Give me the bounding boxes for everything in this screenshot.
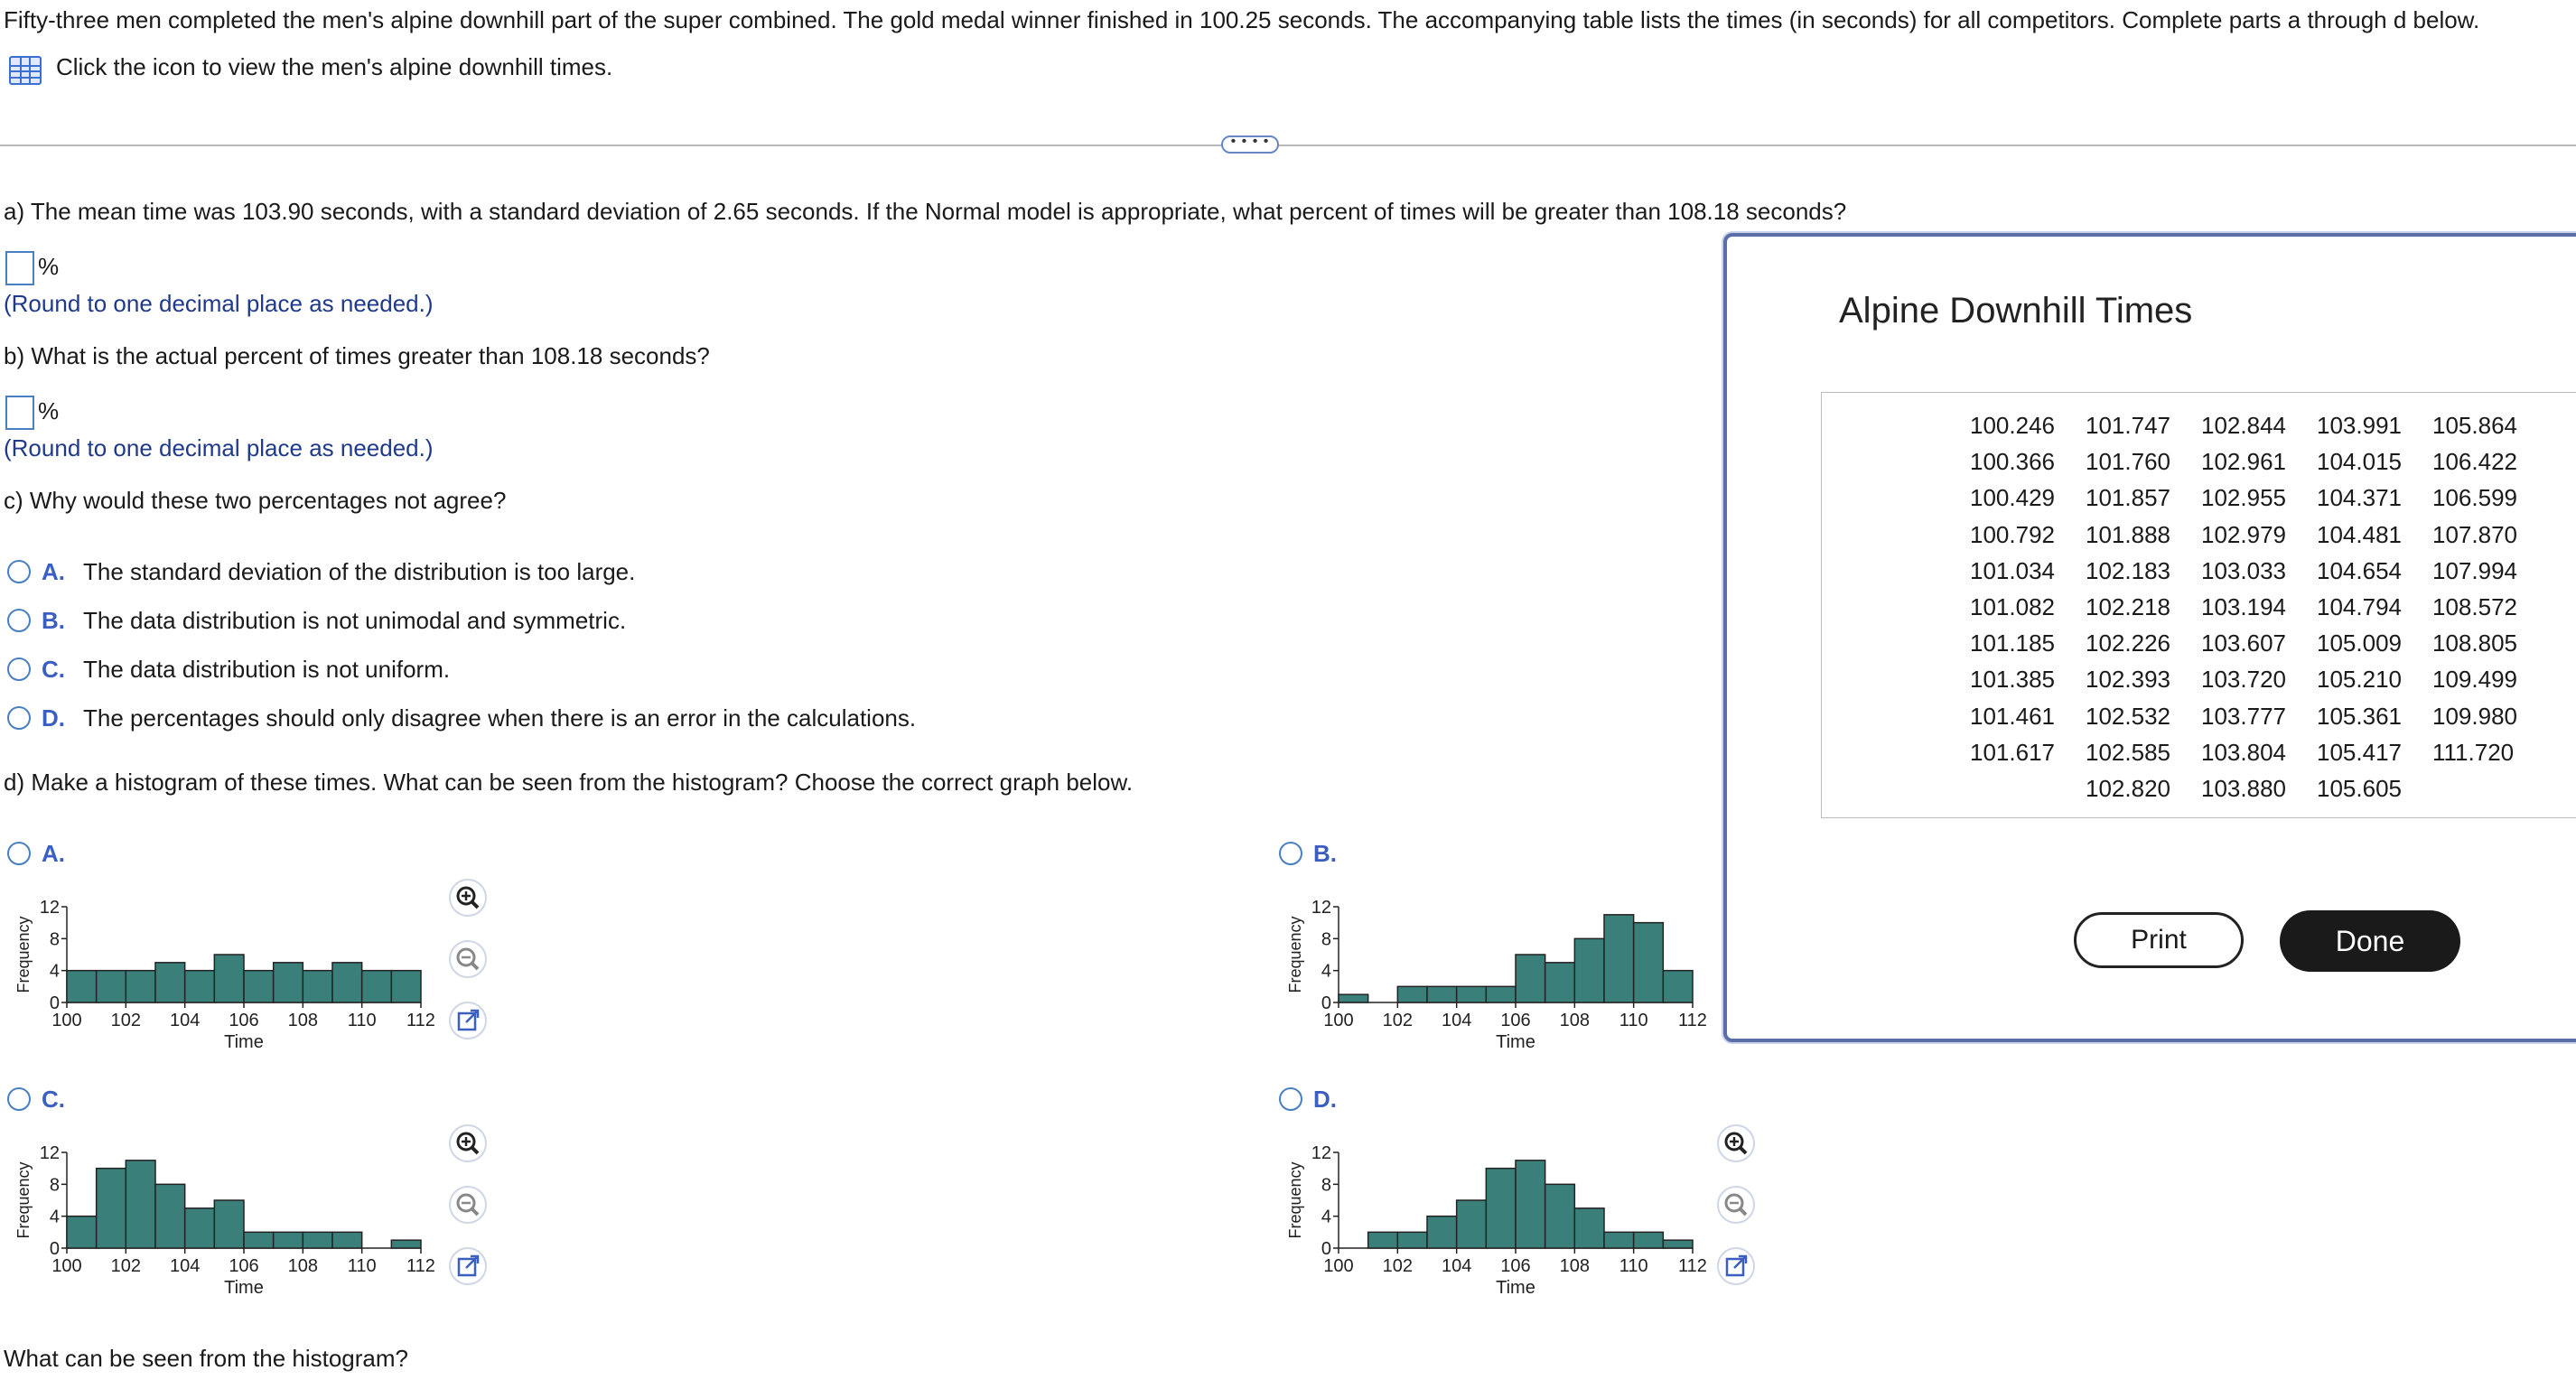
x-tick-label: 102 bbox=[1382, 1256, 1414, 1276]
y-tick-label: 12 bbox=[1311, 898, 1331, 918]
histogram-bar bbox=[1516, 1161, 1545, 1248]
hist-option-a-radio[interactable] bbox=[7, 842, 31, 865]
part-d-question: d) Make a histogram of these times. What can be seen from the histogram? Choose the correct graph below. bbox=[4, 769, 1134, 796]
histogram-bar bbox=[274, 1232, 303, 1248]
x-tick-label: 100 bbox=[51, 1256, 82, 1276]
histogram-bar bbox=[1397, 1232, 1427, 1248]
data-cell: 103.033 bbox=[2201, 556, 2286, 584]
data-cell: 109.499 bbox=[2432, 666, 2517, 694]
hist-option-b-radio[interactable] bbox=[1279, 842, 1302, 865]
data-cell: 100.366 bbox=[1970, 448, 2055, 476]
modal-title: Alpine Downhill Times bbox=[1839, 291, 2193, 331]
data-cell: 102.183 bbox=[2086, 556, 2170, 584]
y-axis-label: Frequency bbox=[14, 1161, 33, 1239]
histogram-bar bbox=[1457, 986, 1487, 1002]
histogram-bar bbox=[97, 971, 126, 1002]
hist-option-a-letter: A. bbox=[42, 840, 65, 867]
data-cell: 100.429 bbox=[1970, 484, 2055, 512]
histogram-bar bbox=[155, 1184, 185, 1248]
data-cell: 111.720 bbox=[2432, 738, 2515, 766]
histogram-c bbox=[9, 1140, 443, 1293]
data-cell: 101.857 bbox=[2086, 484, 2170, 512]
y-tick-label: 0 bbox=[1321, 1239, 1331, 1259]
data-cell: 101.461 bbox=[1970, 702, 2055, 730]
part-c-option-b-radio[interactable] bbox=[7, 609, 31, 632]
histogram-bar bbox=[1397, 986, 1427, 1002]
x-axis-label: Time bbox=[1496, 1032, 1535, 1048]
histogram-bar bbox=[97, 1169, 126, 1248]
x-tick-label: 104 bbox=[1441, 1256, 1472, 1276]
part-c-question: c) Why would these two percentages not agree? bbox=[4, 487, 507, 514]
data-cell: 106.422 bbox=[2432, 448, 2517, 476]
x-tick-label: 102 bbox=[110, 1011, 142, 1030]
x-tick-label: 112 bbox=[406, 1011, 435, 1030]
hist-option-d-radio[interactable] bbox=[1279, 1087, 1302, 1111]
data-cell: 104.654 bbox=[2317, 556, 2402, 584]
histogram-a bbox=[9, 894, 443, 1048]
y-tick-label: 4 bbox=[49, 1207, 60, 1227]
x-tick-label: 110 bbox=[1619, 1011, 1648, 1030]
part-b-unit: % bbox=[38, 397, 60, 424]
x-tick-label: 106 bbox=[1500, 1011, 1531, 1030]
part-a-question: a) The mean time was 103.90 seconds, with a standard deviation of 2.65 seconds. If the Normal model is appropriate, what percent of times will be greater than 108.18 seconds? bbox=[4, 198, 1847, 225]
x-tick-label: 100 bbox=[51, 1011, 82, 1030]
x-axis-label: Time bbox=[1496, 1278, 1535, 1293]
part-b-question: b) What is the actual percent of times greater than 108.18 seconds? bbox=[4, 342, 710, 369]
x-tick-label: 106 bbox=[1500, 1256, 1531, 1276]
part-c-option-b-text: The data distribution is not unimodal and symmetric. bbox=[83, 607, 627, 634]
histogram-bar bbox=[1427, 986, 1457, 1002]
x-tick-label: 104 bbox=[169, 1011, 201, 1030]
histogram-bar bbox=[126, 971, 155, 1002]
x-tick-label: 108 bbox=[287, 1011, 319, 1030]
x-axis-label: Time bbox=[224, 1278, 264, 1293]
hist-option-c-letter: C. bbox=[42, 1086, 65, 1113]
x-tick-label: 110 bbox=[347, 1011, 377, 1030]
histogram-bar bbox=[1604, 915, 1634, 1002]
histogram-bar bbox=[303, 1232, 332, 1248]
data-cell: 102.961 bbox=[2201, 448, 2286, 476]
data-cell: 102.393 bbox=[2086, 666, 2170, 694]
histogram-bar bbox=[155, 963, 185, 1002]
data-cell: 107.994 bbox=[2432, 556, 2517, 584]
data-cell: 105.009 bbox=[2317, 629, 2402, 657]
data-cell: 100.792 bbox=[1970, 520, 2055, 548]
histogram-bar bbox=[67, 1217, 97, 1248]
data-column-2 bbox=[2086, 407, 2170, 806]
data-cell: 102.820 bbox=[2086, 774, 2170, 802]
data-cell: 101.082 bbox=[1970, 592, 2055, 620]
hist-option-b-letter: B. bbox=[1313, 840, 1337, 867]
x-tick-label: 102 bbox=[1382, 1011, 1414, 1030]
data-column-4 bbox=[2317, 407, 2402, 806]
histogram-bar bbox=[1604, 1232, 1634, 1248]
part-c-option-c-radio[interactable] bbox=[7, 657, 31, 681]
histogram-b bbox=[1281, 894, 1714, 1048]
popout-icon[interactable] bbox=[1716, 1246, 1756, 1286]
y-tick-label: 4 bbox=[1321, 961, 1331, 982]
y-tick-label: 4 bbox=[49, 961, 60, 982]
histogram-bar bbox=[244, 1232, 274, 1248]
x-tick-label: 102 bbox=[110, 1256, 142, 1276]
data-cell: 101.034 bbox=[1970, 556, 2055, 584]
zoom-out-icon[interactable] bbox=[448, 1185, 488, 1225]
histogram-bar bbox=[391, 1240, 421, 1248]
data-cell: 107.870 bbox=[2432, 520, 2517, 548]
data-cell: 102.226 bbox=[2086, 629, 2170, 657]
histogram-bar bbox=[274, 963, 303, 1002]
zoom-in-icon[interactable] bbox=[1716, 1123, 1756, 1163]
data-cell: 104.371 bbox=[2317, 484, 2402, 512]
data-cell: 101.185 bbox=[1970, 629, 2055, 657]
data-cell: 100.246 bbox=[1970, 412, 2055, 439]
data-cell: 105.417 bbox=[2317, 738, 2402, 766]
part-b-hint: (Round to one decimal place as needed.) bbox=[4, 434, 434, 461]
histogram-bar bbox=[1545, 1184, 1575, 1248]
histogram-bar bbox=[185, 971, 215, 1002]
part-a-unit: % bbox=[38, 253, 60, 280]
x-tick-label: 110 bbox=[1619, 1256, 1648, 1276]
data-modal bbox=[1723, 233, 2576, 1042]
data-cell: 103.991 bbox=[2317, 412, 2402, 439]
part-a-answer-input[interactable] bbox=[5, 251, 34, 285]
table-icon[interactable] bbox=[9, 56, 42, 85]
histogram-bar bbox=[1516, 955, 1545, 1002]
y-axis-label: Frequency bbox=[14, 916, 33, 993]
data-cell: 102.979 bbox=[2201, 520, 2286, 548]
histogram-bar bbox=[391, 971, 421, 1002]
x-tick-label: 110 bbox=[347, 1256, 377, 1276]
data-column-5 bbox=[2432, 407, 2517, 770]
data-cell: 103.880 bbox=[2201, 774, 2286, 802]
data-cell: 103.777 bbox=[2201, 702, 2286, 730]
popout-icon[interactable] bbox=[448, 1001, 488, 1040]
histogram-bar bbox=[332, 1232, 362, 1248]
part-b-answer-input[interactable] bbox=[5, 396, 34, 430]
data-cell: 102.955 bbox=[2201, 484, 2286, 512]
x-tick-label: 104 bbox=[1441, 1011, 1472, 1030]
x-tick-label: 100 bbox=[1323, 1256, 1354, 1276]
histogram-bar bbox=[244, 971, 274, 1002]
data-cell: 103.720 bbox=[2201, 666, 2286, 694]
data-cell: 104.481 bbox=[2317, 520, 2402, 548]
histogram-d bbox=[1281, 1140, 1714, 1293]
histogram-bar bbox=[1339, 994, 1368, 1002]
done-button[interactable]: Done bbox=[2280, 910, 2460, 972]
x-tick-label: 112 bbox=[406, 1256, 435, 1276]
y-tick-label: 8 bbox=[1321, 929, 1331, 950]
histogram-bar bbox=[1486, 1169, 1516, 1248]
x-tick-label: 108 bbox=[1559, 1256, 1591, 1276]
print-button[interactable]: Print bbox=[2074, 912, 2244, 968]
part-c-option-a-text: The standard deviation of the distribution is too large. bbox=[83, 558, 636, 585]
data-cell: 101.747 bbox=[2086, 412, 2170, 439]
data-cell: 102.532 bbox=[2086, 702, 2170, 730]
part-c-option-a-radio[interactable] bbox=[7, 560, 31, 583]
x-tick-label: 112 bbox=[1678, 1256, 1707, 1276]
x-axis-label: Time bbox=[224, 1032, 264, 1048]
histogram-bar bbox=[1574, 1208, 1604, 1248]
x-tick-label: 106 bbox=[229, 1256, 259, 1276]
data-cell: 101.888 bbox=[2086, 520, 2170, 548]
data-cell: 103.194 bbox=[2201, 592, 2286, 620]
more-button[interactable]: • • • • bbox=[1221, 135, 1279, 154]
part-c-option-d-text: The percentages should only disagree when there is an error in the calculations. bbox=[83, 704, 917, 732]
data-table bbox=[1821, 392, 2576, 818]
zoom-out-icon[interactable] bbox=[1716, 1185, 1756, 1225]
y-tick-label: 0 bbox=[1321, 993, 1331, 1013]
histogram-bar bbox=[1634, 1232, 1664, 1248]
histogram-bar bbox=[1427, 1217, 1457, 1248]
data-cell: 104.794 bbox=[2317, 592, 2402, 620]
popout-icon[interactable] bbox=[448, 1246, 488, 1286]
y-axis-label: Frequency bbox=[1286, 1161, 1304, 1239]
histogram-bar bbox=[362, 971, 392, 1002]
data-column-3 bbox=[2201, 407, 2286, 806]
zoom-out-icon[interactable] bbox=[448, 939, 488, 979]
data-cell: 101.617 bbox=[1970, 738, 2055, 766]
x-tick-label: 104 bbox=[169, 1256, 201, 1276]
data-cell: 109.980 bbox=[2432, 702, 2517, 730]
data-cell: 103.804 bbox=[2201, 738, 2286, 766]
part-c-option-c-letter: C. bbox=[42, 656, 65, 683]
histogram-bar bbox=[1545, 963, 1575, 1002]
part-d-followup: What can be seen from the histogram? bbox=[4, 1345, 409, 1372]
y-tick-label: 12 bbox=[39, 1143, 60, 1163]
y-tick-label: 4 bbox=[1321, 1207, 1331, 1227]
data-cell: 104.015 bbox=[2317, 448, 2402, 476]
hist-option-c-radio[interactable] bbox=[7, 1087, 31, 1111]
zoom-in-icon[interactable] bbox=[448, 1123, 488, 1163]
data-cell: 105.361 bbox=[2317, 702, 2402, 730]
x-tick-label: 108 bbox=[287, 1256, 319, 1276]
histogram-bar bbox=[1574, 938, 1604, 1002]
histogram-bar bbox=[332, 963, 362, 1002]
data-cell: 106.599 bbox=[2432, 484, 2517, 512]
histogram-bar bbox=[1368, 1232, 1398, 1248]
y-tick-label: 12 bbox=[39, 898, 60, 918]
data-cell: 108.805 bbox=[2432, 629, 2517, 657]
histogram-bar bbox=[303, 971, 332, 1002]
y-tick-label: 8 bbox=[1321, 1175, 1331, 1196]
histogram-bar bbox=[126, 1161, 155, 1248]
hist-option-d-letter: D. bbox=[1313, 1086, 1337, 1113]
section-divider bbox=[0, 144, 2576, 146]
y-tick-label: 12 bbox=[1311, 1143, 1331, 1163]
histogram-bar bbox=[1457, 1200, 1487, 1248]
data-cell: 105.210 bbox=[2317, 666, 2402, 694]
y-tick-label: 8 bbox=[49, 929, 60, 950]
zoom-in-icon[interactable] bbox=[448, 878, 488, 918]
y-tick-label: 0 bbox=[49, 1239, 60, 1259]
histogram-bar bbox=[67, 971, 97, 1002]
part-c-option-a-letter: A. bbox=[42, 558, 65, 585]
data-link[interactable]: Click the icon to view the men's alpine downhill times. bbox=[56, 53, 613, 80]
data-cell: 101.385 bbox=[1970, 666, 2055, 694]
data-cell: 101.760 bbox=[2086, 448, 2170, 476]
data-cell: 102.218 bbox=[2086, 592, 2170, 620]
histogram-bar bbox=[1663, 971, 1693, 1002]
data-cell: 103.607 bbox=[2201, 629, 2286, 657]
data-cell: 102.844 bbox=[2201, 412, 2286, 439]
histogram-bar bbox=[1486, 986, 1516, 1002]
part-c-option-c-text: The data distribution is not uniform. bbox=[83, 656, 451, 683]
histogram-bar bbox=[185, 1208, 215, 1248]
x-tick-label: 108 bbox=[1559, 1011, 1591, 1030]
data-cell: 108.572 bbox=[2432, 592, 2517, 620]
intro-text: Fifty-three men completed the men's alpine downhill part of the super combined. The gold medal winner finished in 100.25 seconds. The accompanying table lists the times (in seconds) for all competitors. Complete parts a through d below. bbox=[4, 6, 2480, 33]
x-tick-label: 106 bbox=[229, 1011, 259, 1030]
y-tick-label: 0 bbox=[49, 993, 60, 1013]
x-tick-label: 112 bbox=[1678, 1011, 1707, 1030]
histogram-bar bbox=[214, 1200, 244, 1248]
histogram-bar bbox=[1663, 1240, 1693, 1248]
y-axis-label: Frequency bbox=[1286, 916, 1304, 993]
data-cell: 102.585 bbox=[2086, 738, 2170, 766]
data-cell: 105.605 bbox=[2317, 774, 2402, 802]
histogram-bar bbox=[214, 955, 244, 1002]
part-a-hint: (Round to one decimal place as needed.) bbox=[4, 290, 434, 317]
histogram-bar bbox=[1634, 923, 1664, 1002]
part-c-option-d-letter: D. bbox=[42, 704, 65, 732]
part-c-option-d-radio[interactable] bbox=[7, 706, 31, 730]
y-tick-label: 8 bbox=[49, 1175, 60, 1196]
data-cell: 105.864 bbox=[2432, 412, 2517, 439]
part-c-option-b-letter: B. bbox=[42, 607, 65, 634]
data-column-1 bbox=[1970, 407, 2055, 770]
x-tick-label: 100 bbox=[1323, 1011, 1354, 1030]
